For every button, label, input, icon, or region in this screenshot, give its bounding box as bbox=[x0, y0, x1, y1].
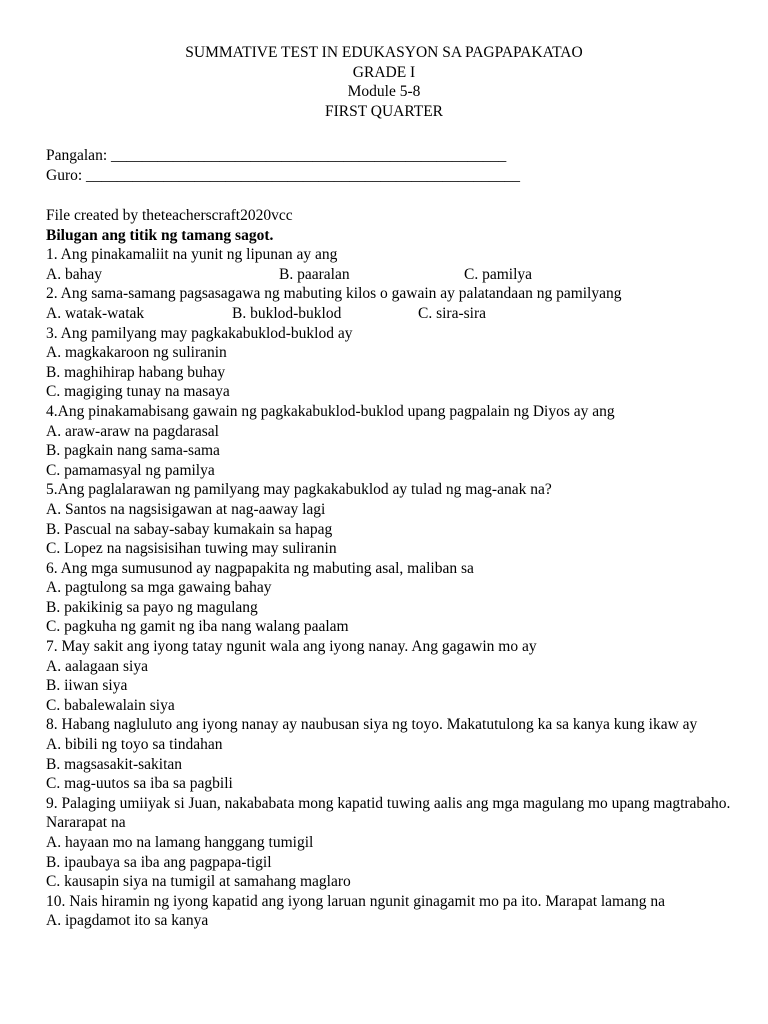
option[interactable]: A. aalagaan siya bbox=[46, 657, 148, 675]
grade-level: GRADE I bbox=[352, 63, 416, 81]
question-text: 10. Nais hiramin ng iyong kapatid ang iyong laruan ngunit ginagamit mo pa ito. Marapat lamang na bbox=[46, 892, 666, 910]
question-text: 1. Ang pinakamaliit na yunit ng lipunan ay ang bbox=[46, 246, 338, 264]
question-text: 9. Palaging umiiyak si Juan, nakababata mong kapatid tuwing aalis ang mga magulang mo upang magtrabaho. Nararapat na bbox=[46, 794, 731, 832]
option[interactable]: B. buklod-buklod bbox=[232, 304, 342, 322]
question-text: 3. Ang pamilyang may pagkakabuklod-buklod ay bbox=[46, 324, 353, 342]
quarter-label: FIRST QUARTER bbox=[324, 102, 444, 120]
option[interactable]: B. iiwan siya bbox=[46, 677, 128, 695]
module-label: Module 5-8 bbox=[347, 83, 421, 100]
option[interactable]: A. watak-watak bbox=[46, 304, 145, 322]
option[interactable]: A. bibili ng toyo sa tindahan bbox=[46, 736, 223, 754]
option[interactable]: B. magsasakit-sakitan bbox=[46, 755, 183, 773]
option[interactable]: A. ipagdamot ito sa kanya bbox=[46, 912, 209, 930]
option[interactable]: B. maghihirap habang buhay bbox=[46, 363, 226, 381]
question-text: 5.Ang paglalarawan ng pamilyang may pagkakabuklod ay tulad ng mag-anak na? bbox=[46, 481, 552, 499]
option[interactable]: C. mag-uutos sa iba sa pagbili bbox=[46, 775, 233, 793]
option[interactable]: B. paaralan bbox=[279, 265, 350, 283]
student-info-fields bbox=[46, 146, 520, 186]
option[interactable]: C. pamamasyal ng pamilya bbox=[46, 461, 215, 479]
option[interactable]: C. sira-sira bbox=[418, 304, 487, 322]
option[interactable]: C. pamilya bbox=[464, 265, 533, 283]
option[interactable]: A. magkakaroon ng suliranin bbox=[46, 344, 227, 362]
option[interactable]: C. magiging tunay na masaya bbox=[46, 383, 230, 401]
option[interactable]: A. araw-araw na pagdarasal bbox=[46, 422, 219, 440]
instruction: Bilugan ang titik ng tamang sagot. bbox=[46, 226, 274, 244]
option[interactable]: B. ipaubaya sa iba ang pagpapa-tigil bbox=[46, 853, 272, 871]
option[interactable]: C. babalewalain siya bbox=[46, 696, 175, 714]
option[interactable]: A. bahay bbox=[46, 265, 102, 283]
option[interactable]: A. Santos na nagsisigawan at nag-aaway lagi bbox=[46, 500, 326, 518]
question-text: 7. May sakit ang iyong tatay ngunit wala ang iyong nanay. Ang gagawin mo ay bbox=[46, 638, 537, 656]
test-title: SUMMATIVE TEST IN EDUKASYON SA PAGPAPAKATAO bbox=[185, 44, 583, 61]
question-text: 6. Ang mga sumusunod ay nagpapakita ng mabuting asal, maliban sa bbox=[46, 559, 474, 577]
options-row bbox=[46, 265, 746, 285]
question-text: 8. Habang nagluluto ang iyong nanay ay naubusan siya ng toyo. Makatutulong ka sa kanya kung ikaw ay bbox=[46, 716, 698, 734]
question-text: 2. Ang sama-samang pagsasagawa ng mabuting kilos o gawain ay palatandaan ng pamilyang bbox=[46, 285, 622, 303]
question-text: 4.Ang pinakamabisang gawain ng pagkakabuklod-buklod upang pagpalain ng Diyos ay ang bbox=[46, 402, 615, 420]
option[interactable]: A. pagtulong sa mga gawaing bahay bbox=[46, 579, 272, 597]
name-field[interactable]: Pangalan: ___________________________________________________ bbox=[46, 147, 507, 164]
option[interactable]: C. kausapin siya na tumigil at samahang maglaro bbox=[46, 873, 351, 891]
options-row bbox=[46, 304, 746, 324]
credit-line: File created by theteacherscraft2020vcc bbox=[46, 207, 293, 224]
option[interactable]: C. pagkuha ng gamit ng iba nang walang paalam bbox=[46, 618, 349, 636]
test-content bbox=[46, 206, 746, 931]
teacher-field[interactable]: Guro: ________________________________________________________ bbox=[46, 167, 521, 184]
option[interactable]: B. pagkain nang sama-sama bbox=[46, 442, 220, 460]
option[interactable]: A. hayaan mo na lamang hanggang tumigil bbox=[46, 834, 314, 851]
document-header bbox=[0, 43, 768, 121]
option[interactable]: B. pakikinig sa payo ng magulang bbox=[46, 598, 258, 616]
option[interactable]: C. Lopez na nagsisisihan tuwing may suliranin bbox=[46, 540, 337, 558]
option[interactable]: B. Pascual na sabay-sabay kumakain sa hapag bbox=[46, 520, 333, 538]
